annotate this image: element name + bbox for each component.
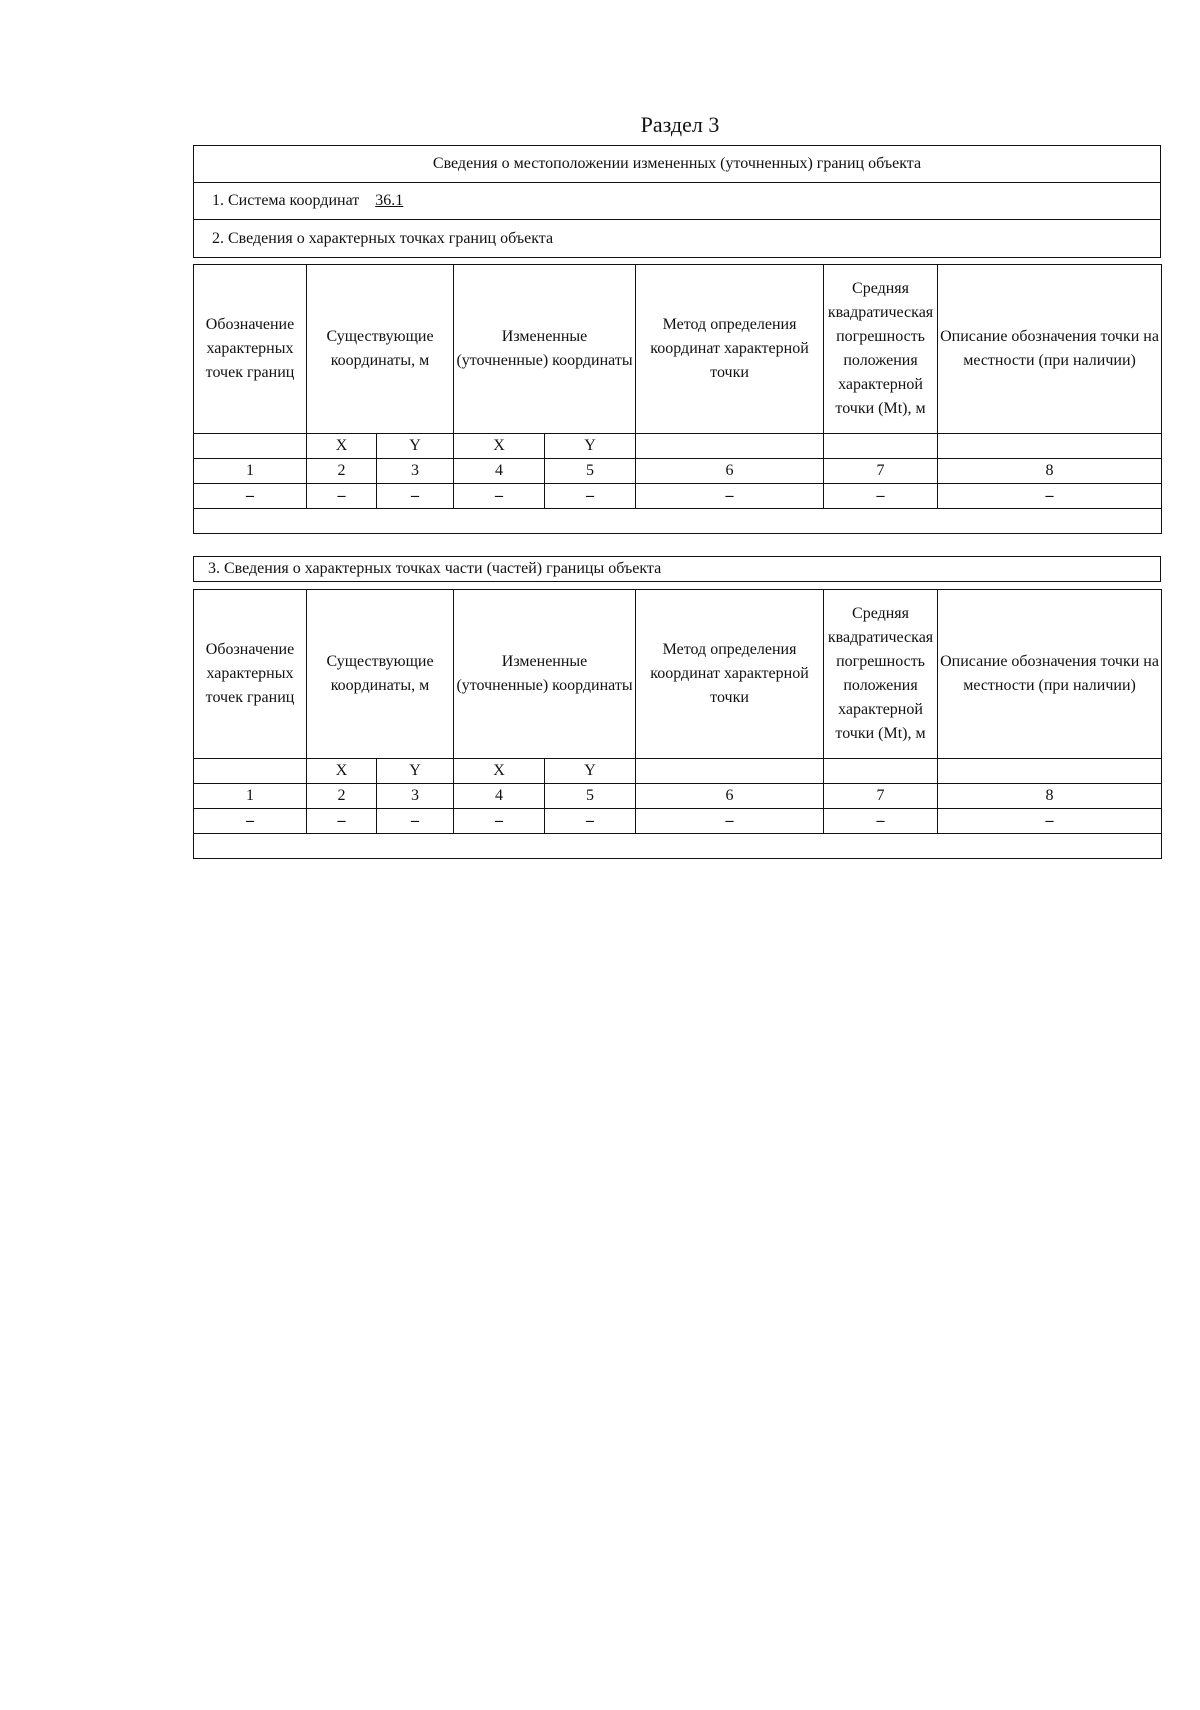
subheader-y: Y — [545, 434, 636, 459]
column-number: 6 — [636, 459, 824, 484]
subheader-empty — [636, 434, 824, 459]
header-mse: Средняя квадратическая погрешность положения характерной точки (Mt), м — [824, 590, 938, 759]
header-description: Описание обозначения точки на местности (при наличии) — [938, 265, 1162, 434]
column-number: 3 — [377, 784, 454, 809]
table-row-empty — [194, 834, 1162, 859]
subheader-x: X — [454, 434, 545, 459]
subheader-y: Y — [545, 759, 636, 784]
column-number: 1 — [194, 784, 307, 809]
part-points-heading: 3. Сведения о характерных точках части (частей) границы объекта — [193, 556, 1161, 582]
header-existing-coords: Существующие координаты, м — [307, 590, 454, 759]
table-cell: – — [824, 809, 938, 834]
subheader-empty — [194, 434, 307, 459]
header-designation: Обозначение характерных точек границ — [194, 590, 307, 759]
subheader-empty — [938, 434, 1162, 459]
header-changed-coords: Измененные (уточненные) координаты — [454, 265, 636, 434]
subheader-empty — [938, 759, 1162, 784]
header-designation: Обозначение характерных точек границ — [194, 265, 307, 434]
table-cell: – — [636, 484, 824, 509]
subheader-empty — [636, 759, 824, 784]
header-method: Метод определения координат характерной точки — [636, 590, 824, 759]
column-number: 1 — [194, 459, 307, 484]
column-number: 7 — [824, 459, 938, 484]
table-cell: – — [377, 809, 454, 834]
subheader-x: X — [454, 759, 545, 784]
table-cell: – — [824, 484, 938, 509]
column-number: 8 — [938, 459, 1162, 484]
table-row-empty — [194, 509, 1162, 534]
column-number: 6 — [636, 784, 824, 809]
header-changed-coords: Измененные (уточненные) координаты — [454, 590, 636, 759]
section-title: Раздел 3 — [640, 112, 720, 137]
header-existing-coords: Существующие координаты, м — [307, 265, 454, 434]
column-number: 5 — [545, 459, 636, 484]
part-boundary-points-table — [193, 589, 1162, 859]
subheader-y: Y — [377, 759, 454, 784]
section-header-box — [193, 145, 1161, 258]
table-cell: – — [307, 484, 377, 509]
subheader-x: X — [307, 759, 377, 784]
subheader-x: X — [307, 434, 377, 459]
empty-cell — [194, 834, 1162, 859]
table-cell: – — [307, 809, 377, 834]
empty-cell — [194, 509, 1162, 534]
subheader-empty — [194, 759, 307, 784]
table-cell: – — [194, 809, 307, 834]
table-cell: – — [545, 484, 636, 509]
coord-system-value: 36.1 — [375, 192, 404, 209]
subheader-empty — [824, 434, 938, 459]
coord-system-label: 1. Система координат — [212, 192, 360, 209]
table-cell: – — [194, 484, 307, 509]
boundary-points-table — [193, 264, 1162, 534]
header-mse: Средняя квадратическая погрешность положения характерной точки (Mt), м — [824, 265, 938, 434]
column-number: 2 — [307, 784, 377, 809]
table-cell: – — [454, 809, 545, 834]
column-number: 8 — [938, 784, 1162, 809]
subheader-y: Y — [377, 434, 454, 459]
header-method: Метод определения координат характерной точки — [636, 265, 824, 434]
table-row — [194, 809, 1162, 834]
column-number: 3 — [377, 459, 454, 484]
column-number: 4 — [454, 459, 545, 484]
table-cell: – — [377, 484, 454, 509]
table-cell: – — [938, 809, 1162, 834]
points-heading: 2. Сведения о характерных точках границ объекта — [212, 229, 554, 247]
header-description: Описание обозначения точки на местности (при наличии) — [938, 590, 1162, 759]
table-cell: – — [636, 809, 824, 834]
location-heading: Сведения о местоположении измененных (уточненных) границ объекта — [194, 146, 1160, 183]
column-number: 4 — [454, 784, 545, 809]
table-cell: – — [545, 809, 636, 834]
table-cell: – — [938, 484, 1162, 509]
column-number: 5 — [545, 784, 636, 809]
coord-system-row — [194, 183, 1160, 220]
column-number: 2 — [307, 459, 377, 484]
subheader-empty — [824, 759, 938, 784]
table-cell: – — [454, 484, 545, 509]
table-row — [194, 484, 1162, 509]
column-number: 7 — [824, 784, 938, 809]
